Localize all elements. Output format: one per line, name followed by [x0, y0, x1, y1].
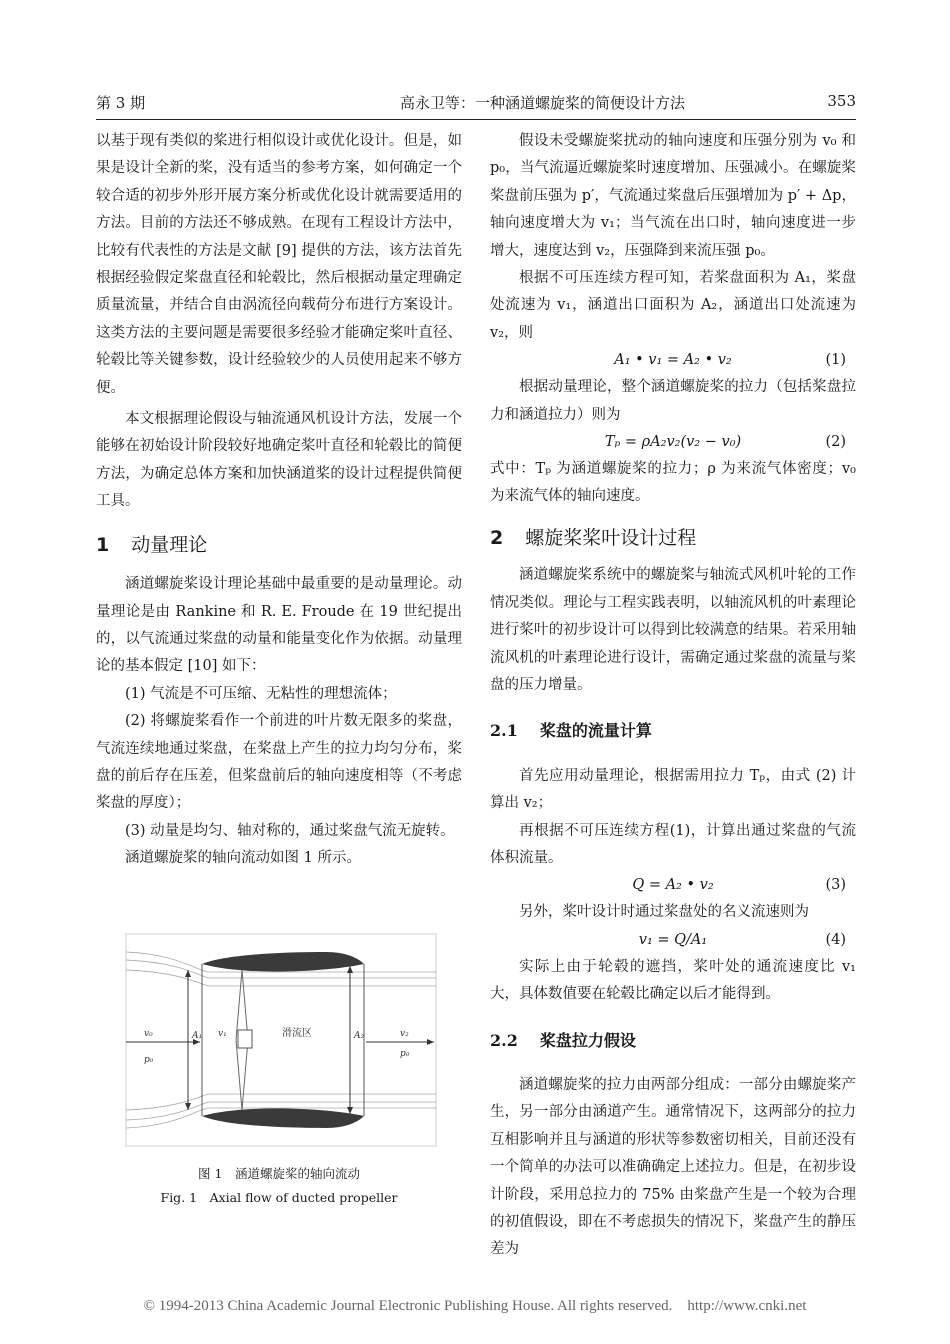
label-p0-out: p₀ — [400, 1049, 410, 1059]
paragraph-blade-design: 涵道螺旋桨系统中的螺旋桨与轴流式风机叶轮的工作情况类似。理论与工程实践表明，以轴流风机的叶素理论进行桨叶的初步设计可以得到比较满意的结果。若采用轴流风机的叶素理论进行设计，需确定通过桨盘的流量与桨盘的压力增量。 — [490, 567, 856, 693]
figure-caption-cn: 图 1 涵道螺旋桨的轴向流动 — [198, 1166, 360, 1181]
label-p0: p₀ — [144, 1055, 154, 1065]
subsection-2-1-title: 桨盘的流量计算 — [539, 721, 652, 741]
a2-arrow-bottom — [347, 1107, 353, 1114]
figure-1-diagram — [96, 930, 462, 1160]
equation-4-body: v₁ = Q/A₁ — [638, 931, 708, 948]
equation-2-number: (2) — [825, 434, 846, 451]
outflow-arrow-head — [427, 1039, 434, 1045]
section-1-heading — [96, 532, 462, 559]
figure-1 — [96, 930, 462, 1206]
propeller-hub — [238, 1030, 252, 1048]
label-slipstream: 滑流区 — [282, 1028, 312, 1039]
subsection-2-2-title: 桨盘拉力假设 — [539, 1030, 636, 1050]
assumption-2: (2) 将螺旋桨看作一个前进的叶片数无限多的桨盘，气流连续地通过桨盘，在桨盘上产生的拉力均匀分布，桨盘的前后存在压差，但桨盘前后的轴向速度相等（不考虑桨盘的厚度）； — [96, 713, 462, 812]
section-2-title: 螺旋桨桨叶设计过程 — [525, 526, 697, 549]
label-a1: A₁ — [192, 1031, 203, 1041]
subsection-2-1-number: 2.1 — [490, 721, 518, 741]
subsection-2-2-heading — [490, 1027, 856, 1054]
running-header — [96, 88, 856, 118]
equation-3-number: (3) — [825, 877, 846, 894]
label-a2: A₂ — [354, 1031, 365, 1041]
assumption-3: (3) 动量是均匀、轴对称的，通过桨盘气流无旋转。 — [125, 822, 455, 839]
subsection-2-2-number: 2.2 — [490, 1030, 518, 1050]
equation-1-body: A₁ • v₁ = A₂ • v₂ — [614, 352, 732, 369]
equation-2-body: Tₚ = ρA₂v₂(v₂ − v₀) — [604, 434, 742, 451]
label-v2: v₂ — [400, 1029, 409, 1039]
paragraph-assumptions: 假设未受螺旋桨扰动的轴向速度和压强分别为 v₀ 和 p₀，当气流逼近螺旋桨时速度增加、压强减小。在螺旋桨桨盘前压强为 p′，气流通过桨盘后压强增加为 p′ + Δp，轴向速度增大为 v₁；当气流在出口时，轴向速度进一步增大，速度达到 v₂，压强降到来流压强 p₀。 — [490, 133, 856, 259]
equation-4 — [490, 927, 856, 954]
assumption-1: (1) 气流是不可压缩、无粘性的理想流体； — [125, 685, 397, 702]
duct-top-section — [202, 952, 364, 972]
running-title: 高永卫等：一种涵道螺旋桨的简便设计方法 — [400, 94, 686, 112]
paragraph-hub-effect: 实际上由于轮毂的遮挡，桨叶处的通流速度比 v₁ 大，具体数值要在轮毂比确定以后才能得到。 — [490, 958, 856, 1003]
paragraph-flow-step-2: 再根据不可压连续方程(1)，计算出通过桨盘的气流体积流量。 — [490, 822, 856, 866]
streamlines — [126, 952, 436, 1128]
page-number: 353 — [827, 92, 856, 110]
paragraph-thrust: 根据动量理论，整个涵道螺旋桨的拉力（包括桨盘拉力和涵道拉力）则为 — [490, 379, 856, 423]
equation-2 — [490, 429, 856, 456]
paragraph-intro-2: 本文根据理论假设与轴流通风机设计方法，发展一个能够在初始设计阶段较好地确定桨叶直径和轮毂比的简便方法，为确定总体方案和加快涵道桨的设计过程提供简便工具。 — [96, 411, 462, 510]
paragraph-continuity: 根据不可压连续方程可知，若桨盘面积为 A₁，桨盘处流速为 v₁，涵道出口面积为 A₂，涵道出口处流速为 v₂，则 — [490, 270, 856, 341]
subsection-2-1-heading — [490, 717, 856, 744]
header-rule — [96, 119, 856, 120]
right-column — [490, 128, 856, 1264]
section-1-title: 动量理论 — [131, 533, 208, 556]
duct-bottom-section — [202, 1108, 364, 1128]
equation-3-body: Q = A₂ • v₂ — [632, 877, 714, 894]
paragraph-flow-step-1: 首先应用动量理论，根据需用拉力 Tₚ，由式 (2) 计算出 v₂； — [490, 767, 856, 812]
paragraph-nominal-velocity: 另外，桨叶设计时通过桨盘处的名义流速则为 — [519, 904, 809, 921]
equation-1 — [490, 347, 856, 374]
label-v0: v₀ — [144, 1029, 153, 1039]
copyright-footer: © 1994-2013 China Academic Journal Electronic Publishing House. All rights reserved. http://www.cnki.net — [143, 1298, 807, 1314]
paragraph-thrust-assumption: 涵道螺旋桨的拉力由两部分组成：一部分由螺旋桨产生，另一部分由涵道产生。通常情况下，这两部分的拉力互相影响并且与涵道的形状等参数密切相关，目前还没有一个简单的办法可以准确确定上述拉力。但是，在初步设计阶段，采用总拉力的 75% 由桨盘产生是一个较为合理的初值假设，即在不考虑损失的情况下，桨盘产生的静压差为 — [490, 1076, 856, 1258]
issue-number: 第 3 期 — [96, 94, 146, 112]
figure-caption-en: Fig. 1 Axial flow of ducted propeller — [160, 1190, 398, 1205]
paragraph-intro-1: 以基于现有类似的桨进行相似设计或优化设计。但是，如果是设计全新的桨，没有适当的参考方案，如何确定一个较合适的初步外形开展方案分析或优化设计就需要适用的方法。目前的方法还不够成熟。在现有工程设计方法中，比较有代表性的方法是文献 [9] 提供的方法，该方法首先根据经验假定桨盘直径和轮毂比，然后根据动量定理确定质量流量，并结合自由涡流径向载荷分布进行方案设计。这类方法的主要问题是需要很多经验才能确定桨叶直径、轮毂比等关键参数，设计经验较少的人员使用起来不够方便。 — [96, 133, 462, 396]
section-2-number: 2 — [490, 526, 504, 549]
paragraph-figure-ref: 涵道螺旋桨的轴向流动如图 1 所示。 — [125, 850, 361, 867]
a2-arrow-top — [347, 966, 353, 973]
equation-4-number: (4) — [825, 931, 846, 948]
section-2-heading — [490, 525, 856, 552]
section-1-number: 1 — [96, 533, 110, 556]
left-column — [96, 128, 462, 873]
label-v1: v₁ — [218, 1029, 227, 1039]
paragraph-momentum: 涵道螺旋桨设计理论基础中最重要的是动量理论。动量理论是由 Rankine 和 R. E. Froude 在 19 世纪提出的，以气流通过桨盘的动量和能量变化作为依据。动量理论的基本假定 [10] 如下： — [96, 576, 462, 675]
paragraph-where: 式中：Tₚ 为涵道螺旋桨的拉力；ρ 为来流气体密度；v₀ 为来流气体的轴向速度。 — [490, 461, 856, 505]
equation-3 — [490, 872, 856, 899]
equation-1-number: (1) — [825, 352, 846, 369]
